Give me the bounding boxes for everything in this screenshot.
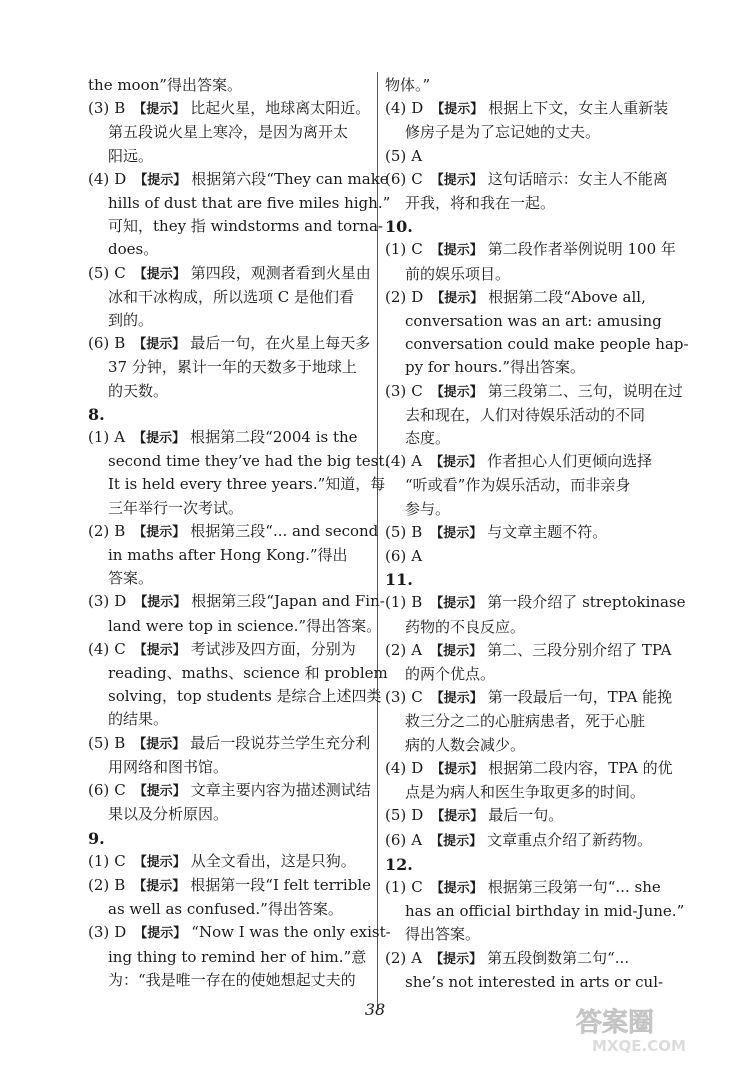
hint-label: 【提示】: [133, 854, 186, 870]
answer-item: [88, 426, 390, 520]
line-text: 根据第一段“I felt terrible: [190, 875, 372, 894]
answer-letter: C: [114, 639, 126, 658]
answer-item: [88, 262, 370, 333]
line-text: 文章主要内容为描述测试结: [190, 781, 371, 800]
answer-item: [385, 380, 715, 451]
sub-question-number: (2): [385, 287, 407, 306]
sub-question-number: (3): [385, 688, 407, 707]
sub-question-number: (6): [385, 547, 407, 566]
answer-line: [88, 803, 370, 826]
answer-line: [385, 876, 715, 900]
answer-line: [88, 708, 370, 731]
line-text: 救三分之二的心脏病患者，死于心脏: [405, 712, 646, 731]
answer-line: [385, 616, 715, 639]
answer-line: [88, 898, 370, 921]
answer-line: [385, 145, 715, 168]
answer-item: [88, 590, 385, 637]
answer-line: [88, 97, 370, 121]
line-text: solving，top students 是综合上述四类: [108, 687, 382, 706]
answer-line: [385, 192, 715, 215]
sub-question-number: (6): [88, 781, 110, 800]
answer-letter: C: [411, 688, 423, 707]
answer-item: [88, 874, 370, 921]
line-text: “听或看”作为娱乐活动，而非亲身: [405, 476, 631, 495]
answer-line: [88, 779, 370, 803]
line-text: “Now I was the only exist-: [191, 923, 391, 942]
answer-letter: C: [411, 381, 423, 400]
line-text: 前的娱乐项目。: [405, 264, 511, 283]
line-text: 修房子是为了忘记她的丈夫。: [405, 123, 601, 142]
sub-question-number: (4): [88, 169, 110, 188]
line-text: 最后一句，在火星上每天多: [190, 334, 371, 353]
answer-letter: B: [114, 733, 126, 752]
line-text: 三年举行一次考试。: [108, 498, 244, 517]
answer-line: [88, 450, 390, 473]
continued-text: [88, 74, 370, 97]
question-number: 10.: [385, 217, 413, 237]
answer-letter: C: [114, 851, 126, 870]
answer-line: [88, 286, 370, 309]
line-text: 根据第三段“Japan and Fin-: [191, 592, 385, 611]
answer-line: [88, 638, 370, 662]
answer-letter: B: [114, 875, 126, 894]
sub-question-number: (3): [88, 99, 110, 118]
answer-letter: B: [411, 593, 423, 612]
hint-label: 【提示】: [430, 596, 483, 612]
answer-item: [88, 850, 370, 874]
answer-line: [88, 309, 370, 332]
line-text: she’s not interested in arts or cul-: [405, 972, 664, 991]
line-text: 第二、三段分别介绍了 TPA: [487, 640, 672, 659]
line-text: 的两个优点。: [405, 665, 496, 684]
line-text: 第二段作者举例说明 100 年: [487, 240, 676, 259]
line-text: in maths after Hong Kong.”得出: [108, 546, 348, 565]
right-column: [385, 74, 715, 994]
answer-item: [385, 639, 715, 686]
line-text: 文章重点介绍了新药物。: [487, 830, 653, 849]
answer-line: [385, 545, 715, 568]
line-text: 根据第六段“They can make: [191, 169, 389, 188]
answer-item: [385, 145, 715, 168]
answer-letter: D: [411, 758, 424, 777]
answer-letter: A: [411, 146, 423, 165]
line-text: the moon”得出答案。: [88, 76, 242, 94]
line-text: 作者担心人们更倾向选择: [487, 452, 653, 471]
answer-line: [385, 900, 715, 923]
line-text: 第五段说火星上寒冷，是因为离开太: [108, 123, 349, 142]
answer-line: [88, 238, 370, 261]
hint-label: 【提示】: [133, 736, 186, 752]
answer-item: [385, 521, 715, 545]
line-text: 开我，将和我在一起。: [405, 194, 556, 213]
line-text: 根据第二段“Above all,: [488, 287, 646, 306]
hint-label: 【提示】: [430, 243, 483, 259]
answer-line: [88, 473, 386, 496]
answer-line: [385, 286, 715, 310]
answer-item: [385, 804, 715, 828]
answer-line: [88, 192, 391, 215]
answer-item: [88, 332, 370, 403]
answer-line: [88, 544, 370, 567]
hint-label: 【提示】: [430, 172, 483, 188]
line-text: 病的人数会减少。: [405, 735, 526, 754]
sub-question-number: (3): [385, 381, 407, 400]
sub-question-number: (2): [88, 521, 110, 540]
answer-line: [88, 332, 370, 356]
line-text: 根据上下文，女主人重新装: [488, 99, 669, 118]
hint-label: 【提示】: [133, 524, 186, 540]
line-text: conversation could make people hap-: [405, 335, 689, 354]
answer-line: [88, 969, 370, 992]
answer-item: [88, 97, 370, 168]
answer-letter: A: [411, 948, 423, 967]
answer-line: [385, 663, 715, 686]
line-text: py for hours.”得出答案。: [405, 358, 586, 377]
answer-line: [88, 615, 382, 638]
hint-label: 【提示】: [133, 102, 186, 118]
sub-question-number: (5): [385, 522, 407, 541]
answer-line: [385, 263, 715, 286]
answer-line: [385, 521, 715, 545]
question-number: 11.: [385, 570, 413, 590]
line-text: 第一段最后一句，TPA 能挽: [487, 688, 673, 707]
answer-line: [385, 74, 715, 97]
answer-letter: A: [411, 547, 423, 566]
answer-line: [385, 734, 715, 757]
sub-question-number: (1): [88, 428, 110, 447]
answer-line: [88, 520, 379, 544]
question-number: 12.: [385, 854, 413, 874]
answer-line: [385, 356, 715, 379]
answer-letter: A: [411, 640, 423, 659]
answer-letter: C: [411, 169, 423, 188]
answer-line: [88, 756, 370, 779]
line-text: 根据第三段第一句“... she: [487, 877, 661, 896]
line-text: 第四段，观测者看到火星由: [190, 263, 371, 282]
hint-label: 【提示】: [133, 784, 186, 800]
answer-letter: C: [114, 263, 126, 282]
sub-question-number: (5): [88, 263, 110, 282]
answer-line: [385, 639, 715, 663]
answer-line: [385, 427, 715, 450]
line-text: ing thing to remind her of him.”意: [108, 947, 367, 966]
answer-item: [88, 779, 370, 826]
line-text: It is held every three years.”知道，每: [108, 475, 386, 494]
answer-line: [88, 590, 385, 614]
line-text: 点是为病人和医生争取更多的时间。: [405, 783, 646, 802]
line-text: 根据第二段“2004 is the: [190, 428, 358, 447]
answer-line: [385, 97, 715, 121]
answer-item: [385, 947, 715, 994]
line-text: 态度。: [405, 429, 451, 448]
line-text: 得出答案。: [405, 925, 481, 944]
line-text: second time they’ve had the big test.: [108, 452, 390, 471]
hint-label: 【提示】: [430, 833, 483, 849]
answer-line: [88, 145, 370, 168]
answer-line: [88, 874, 370, 898]
answer-line: [385, 781, 715, 804]
sub-question-number: (4): [88, 639, 110, 658]
hint-label: 【提示】: [430, 525, 483, 541]
line-text: 的结果。: [108, 710, 169, 729]
answer-line: [385, 310, 715, 333]
line-text: land were top in science.”得出答案。: [108, 616, 382, 635]
line-text: reading、maths、science 和 problem: [108, 664, 388, 683]
sub-question-number: (6): [385, 169, 407, 188]
line-text: 物体。”: [385, 76, 431, 94]
answer-line: [88, 168, 389, 192]
line-text: has an official birthday in mid-June.”: [405, 902, 685, 921]
line-text: does。: [108, 240, 159, 259]
answer-line: [88, 921, 391, 945]
answer-line: [88, 946, 370, 969]
answer-line: [88, 685, 382, 708]
line-text: 为：“我是唯一存在的使她想起丈夫的: [108, 970, 356, 989]
answer-line: [385, 757, 715, 781]
sub-question-number: (6): [88, 334, 110, 353]
sub-question-number: (4): [385, 758, 407, 777]
line-text: 这句话暗示：女主人不能离: [487, 169, 668, 188]
sub-question-number: (2): [88, 875, 110, 894]
hint-label: 【提示】: [133, 642, 186, 658]
answer-letter: D: [411, 99, 424, 118]
answer-letter: D: [114, 923, 127, 942]
answer-item: [385, 876, 715, 947]
hint-label: 【提示】: [430, 455, 483, 471]
sub-question-number: (3): [88, 592, 110, 611]
answer-item: [385, 545, 715, 568]
sub-question-number: (3): [88, 923, 110, 942]
watermark-logo: [572, 1003, 722, 1055]
hint-label: 【提示】: [133, 266, 186, 282]
line-text: 考试涉及四方面，分别为: [190, 639, 356, 658]
answer-line: [385, 380, 715, 404]
answer-line: [385, 498, 715, 521]
line-text: 根据第二段内容，TPA 的优: [488, 758, 673, 777]
answer-line: [88, 426, 370, 450]
hint-label: 【提示】: [430, 643, 483, 659]
answer-letter: D: [411, 806, 424, 825]
hint-label: 【提示】: [133, 337, 186, 353]
line-text: conversation was an art: amusing: [405, 312, 662, 331]
sub-question-number: (4): [385, 99, 407, 118]
answer-letter: D: [411, 287, 424, 306]
line-text: 到的。: [108, 311, 154, 330]
answer-line: [385, 947, 715, 971]
answer-line: [88, 567, 370, 590]
answer-line: [385, 971, 715, 994]
answer-line: [88, 121, 370, 144]
answer-item: [385, 686, 715, 757]
watermark-logo-glyphs: 答案圈: [576, 1008, 655, 1038]
answer-line: [385, 474, 715, 497]
answer-line: [88, 662, 388, 685]
line-text: 第三段第二、三句，说明在过: [487, 381, 683, 400]
answer-letter: B: [114, 521, 126, 540]
answer-letter: A: [411, 830, 423, 849]
hint-label: 【提示】: [134, 172, 187, 188]
answer-letter: C: [114, 781, 126, 800]
line-text: 最后一句。: [488, 806, 564, 825]
sub-question-number: (1): [88, 851, 110, 870]
answer-letter: C: [411, 240, 423, 259]
sub-question-number: (1): [385, 593, 407, 612]
answer-line: [88, 74, 370, 97]
line-text: 的天数。: [108, 381, 169, 400]
sub-question-number: (6): [385, 830, 407, 849]
line-text: 第一段介绍了 streptokinase: [487, 593, 686, 612]
answer-item: [88, 168, 391, 262]
answer-letter: D: [114, 592, 127, 611]
watermark-text: MXQE.COM: [592, 1037, 686, 1055]
sub-question-number: (5): [88, 733, 110, 752]
line-text: 阳远。: [108, 146, 154, 165]
hint-label: 【提示】: [430, 691, 483, 707]
answer-line: [88, 380, 370, 403]
line-text: 与文章主题不符。: [487, 522, 608, 541]
answer-letter: B: [114, 334, 126, 353]
question-number: 8.: [88, 404, 105, 424]
answer-letter: A: [411, 452, 423, 471]
answer-line: [385, 829, 715, 853]
line-text: 药物的不良反应。: [405, 617, 526, 636]
answer-line: [385, 238, 715, 262]
question-number: 9.: [88, 828, 105, 848]
answer-line: [385, 804, 715, 828]
sub-question-number: (1): [385, 240, 407, 259]
line-text: 答案。: [108, 569, 154, 588]
answer-item: [88, 921, 391, 992]
line-text: 最后一段说芬兰学生充分利: [190, 733, 371, 752]
answer-item: [385, 168, 715, 215]
sub-question-number: (1): [385, 877, 407, 896]
sub-question-number: (5): [385, 146, 407, 165]
line-text: 去和现在，人们对待娱乐活动的不同: [405, 405, 646, 424]
answer-line: [88, 732, 370, 756]
line-text: hills of dust that are five miles high.”: [108, 194, 391, 213]
hint-label: 【提示】: [134, 926, 187, 942]
answer-line: [385, 923, 715, 946]
answer-letter: B: [411, 522, 423, 541]
line-text: 37 分钟，累计一年的天数多于地球上: [108, 358, 357, 377]
answer-line: [385, 168, 715, 192]
hint-label: 【提示】: [430, 880, 483, 896]
answer-item: [385, 757, 715, 804]
sub-question-number: (2): [385, 948, 407, 967]
line-text: 可知，they 指 windstorms and torna-: [108, 217, 383, 236]
answer-item: [385, 238, 715, 285]
answer-line: [385, 710, 715, 733]
line-text: 根据第三段“... and second: [190, 521, 379, 540]
answer-item: [385, 97, 715, 144]
answer-item: [88, 520, 379, 591]
hint-label: 【提示】: [431, 290, 484, 306]
hint-label: 【提示】: [430, 384, 483, 400]
answer-item: [88, 732, 370, 779]
answer-line: [88, 850, 370, 874]
answer-line: [88, 262, 370, 286]
continued-text: [385, 74, 715, 97]
line-text: 用网络和图书馆。: [108, 757, 229, 776]
answer-line: [88, 356, 370, 379]
sub-question-number: (5): [385, 806, 407, 825]
answer-letter: D: [114, 169, 127, 188]
sub-question-number: (4): [385, 452, 407, 471]
answer-letter: B: [114, 99, 126, 118]
answer-letter: C: [411, 877, 423, 896]
hint-label: 【提示】: [430, 951, 483, 967]
line-text: 第五段倒数第二句“...: [487, 948, 630, 967]
sub-question-number: (2): [385, 640, 407, 659]
answer-letter: A: [114, 428, 126, 447]
line-text: 从全文看出，这是只狗。: [190, 851, 356, 870]
line-text: 果以及分析原因。: [108, 805, 229, 824]
hint-label: 【提示】: [431, 761, 484, 777]
hint-label: 【提示】: [133, 431, 186, 447]
hint-label: 【提示】: [134, 595, 187, 611]
answer-item: [88, 638, 388, 732]
hint-label: 【提示】: [133, 878, 186, 894]
line-text: as well as confused.”得出答案。: [108, 900, 343, 919]
answer-item: [385, 829, 715, 853]
answer-line: [385, 121, 715, 144]
answer-line: [385, 686, 715, 710]
answer-item: [385, 591, 715, 638]
line-text: 比起火星，地球离太阳近。: [190, 99, 371, 118]
answer-line: [385, 404, 715, 427]
line-text: 参与。: [405, 499, 451, 518]
answer-item: [385, 286, 715, 380]
left-column: [88, 74, 391, 992]
answer-item: [385, 450, 715, 521]
line-text: 冰和干冰构成，所以选项 C 是他们看: [108, 287, 355, 306]
answer-line: [88, 497, 370, 520]
answer-line: [385, 591, 715, 615]
page-number: 38: [364, 1000, 386, 1019]
hint-label: 【提示】: [431, 102, 484, 118]
answer-line: [88, 215, 383, 238]
hint-label: 【提示】: [431, 809, 484, 825]
answer-line: [385, 333, 715, 356]
answer-line: [385, 450, 715, 474]
